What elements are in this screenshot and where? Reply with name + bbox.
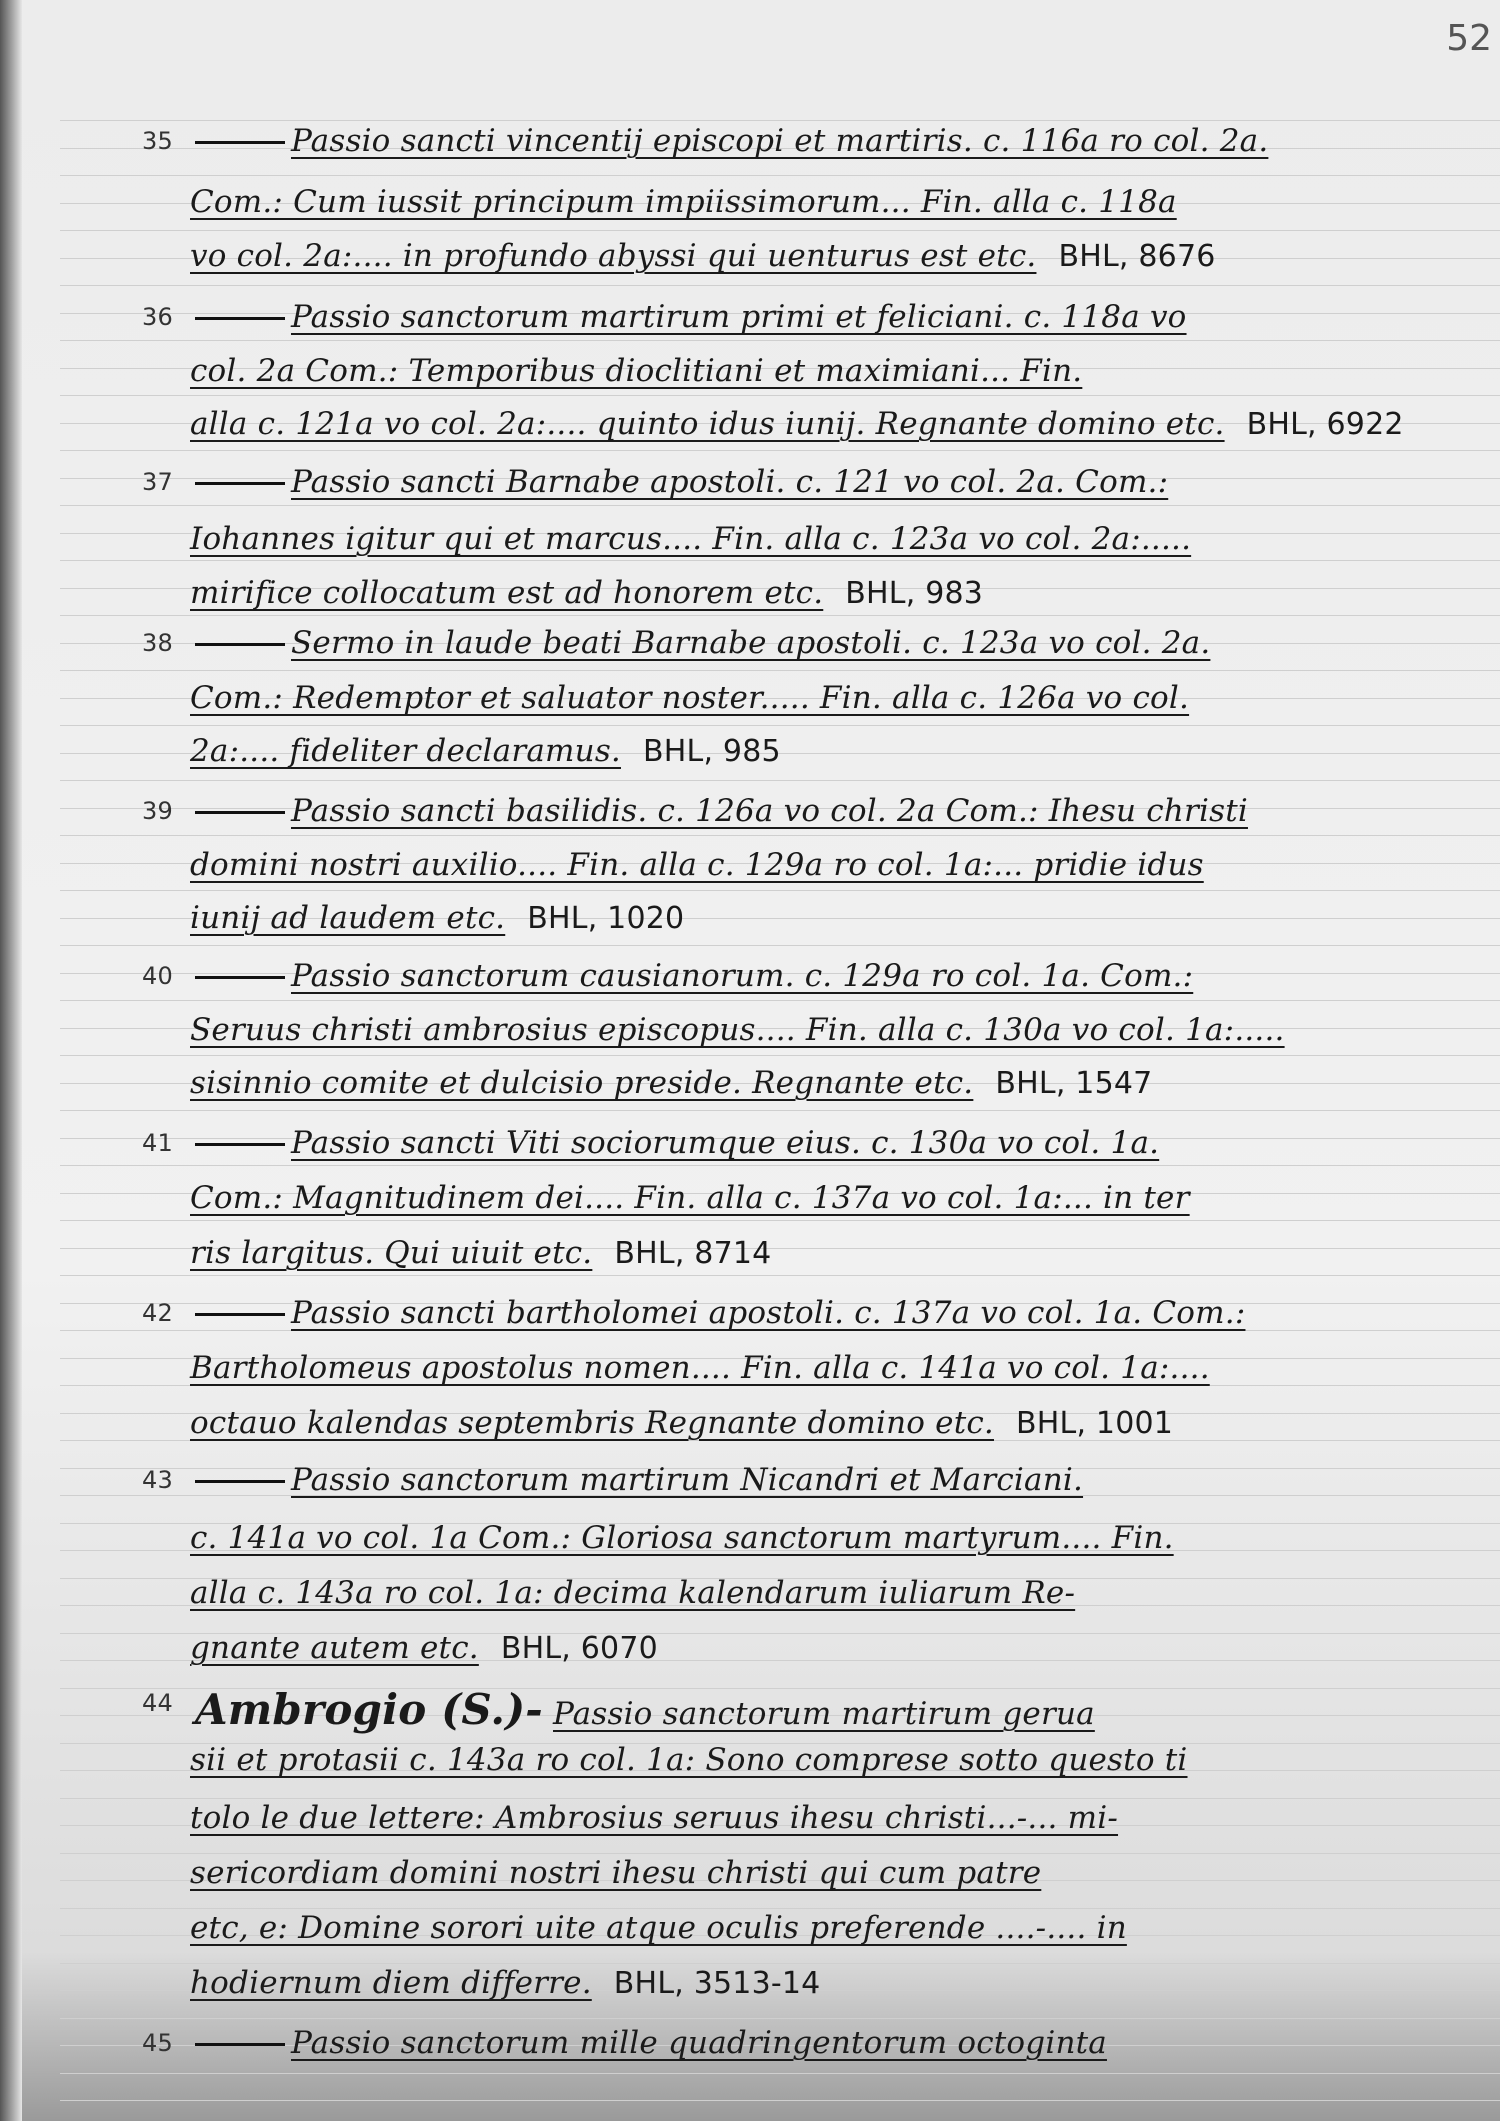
- entry-continuation-line: [190, 1855, 1350, 1905]
- entry-text: Passio sancti bartholomei apostoli. c. 137a vo col. 1a. Com.:: [291, 1295, 1246, 1331]
- entry-text: Passio sancti basilidis. c. 126a vo col. 2a Com.: Ihesu christi: [291, 793, 1248, 829]
- entry-dash: [195, 976, 285, 979]
- bhl-reference: BHL, 1020: [527, 901, 685, 936]
- ruled-line: [60, 175, 1500, 176]
- entry-continuation-line: [190, 1180, 1350, 1230]
- entry-text: col. 2a Com.: Temporibus dioclitiani et maximiani... Fin.: [190, 353, 1083, 389]
- entry-text: Seruus christi ambrosius episcopus.... Fin. alla c. 130a vo col. 1a:.....: [190, 1012, 1285, 1048]
- entry-continuation-line: [190, 575, 1350, 625]
- entry-continuation-line: [190, 1630, 1350, 1680]
- entry-text: sericordiam domini nostri ihesu christi qui cum patre: [190, 1855, 1042, 1891]
- entry-text: Iohannes igitur qui et marcus.... Fin. alla c. 123a vo col. 2a:.....: [190, 521, 1192, 557]
- entry-text: iunij ad laudem etc.: [190, 900, 506, 936]
- bhl-reference: BHL, 3513-14: [613, 1966, 821, 2001]
- entry-text: Passio sancti Viti sociorumque eius. c. 130a vo col. 1a.: [291, 1125, 1160, 1161]
- entry-text: 2a:.... fideliter declaramus.: [190, 733, 621, 769]
- entry-continuation-line: [190, 680, 1350, 730]
- entry-text: Bartholomeus apostolus nomen.... Fin. alla c. 141a vo col. 1a:....: [190, 1350, 1210, 1386]
- ruled-line: [60, 1798, 1500, 1799]
- page-binding-edge: [0, 0, 22, 2121]
- entry-continuation-line: [190, 1800, 1350, 1850]
- entry-text: gnante autem etc.: [190, 1630, 479, 1666]
- entry-first-line: [142, 464, 1310, 514]
- entry-first-line: [142, 958, 1310, 1008]
- entry-text: Com.: Magnitudinem dei.... Fin. alla c. 137a vo col. 1a:... in ter: [190, 1180, 1190, 1216]
- entry-first-line: [142, 1295, 1310, 1345]
- entry-text: hodiernum diem differre.: [190, 1965, 592, 2001]
- entry-text: octauo kalendas septembris Regnante domino etc.: [190, 1405, 994, 1441]
- entry-number: 43: [142, 1466, 173, 1494]
- entry-first-line: [142, 1462, 1310, 1512]
- entry-continuation-line: [190, 847, 1350, 897]
- entry-text: Com.: Redemptor et saluator noster..... Fin. alla c. 126a vo col.: [190, 680, 1190, 716]
- page-number: 52: [1446, 18, 1492, 59]
- entry-continuation-line: [190, 353, 1350, 403]
- entry-first-line: [142, 1125, 1310, 1175]
- entry-continuation-line: [190, 1910, 1350, 1960]
- ruled-line: [60, 2100, 1500, 2101]
- entry-text: Passio sancti Barnabe apostoli. c. 121 vo col. 2a. Com.:: [291, 464, 1169, 500]
- entry-dash: [195, 811, 285, 814]
- entry-number: 40: [142, 962, 173, 990]
- entry-continuation-line: [190, 1742, 1350, 1792]
- entry-number: 37: [142, 468, 173, 496]
- entry-first-line: [142, 1685, 1310, 1735]
- ruled-line: [60, 2018, 1500, 2019]
- entry-continuation-line: [190, 1235, 1350, 1285]
- entry-text: Passio sancti vincentij episcopi et martiris. c. 116a ro col. 2a.: [291, 123, 1269, 159]
- entry-text: vo col. 2a:.... in profundo abyssi qui uenturus est etc.: [190, 238, 1037, 274]
- entry-continuation-line: [190, 733, 1350, 783]
- ruled-line: [60, 1908, 1500, 1909]
- entry-continuation-line: [190, 1520, 1350, 1570]
- entry-text: alla c. 143a ro col. 1a: decima kalendarum iuliarum Re-: [190, 1575, 1076, 1611]
- entry-first-line: [142, 123, 1310, 173]
- entry-continuation-line: [190, 184, 1350, 234]
- entry-continuation-line: [190, 1065, 1350, 1115]
- bhl-reference: BHL, 8714: [614, 1236, 772, 1271]
- entry-heading: Ambrogio (S.)-: [195, 1685, 543, 1734]
- bhl-reference: BHL, 8676: [1058, 239, 1216, 274]
- entry-number: 39: [142, 797, 173, 825]
- entry-number: 36: [142, 303, 173, 331]
- entry-first-line: [142, 793, 1310, 843]
- entry-continuation-line: [190, 1965, 1350, 2015]
- entry-text: c. 141a vo col. 1a Com.: Gloriosa sanctorum martyrum.... Fin.: [190, 1520, 1174, 1556]
- bhl-reference: BHL, 1001: [1016, 1406, 1174, 1441]
- bhl-reference: BHL, 1547: [995, 1066, 1153, 1101]
- entry-continuation-line: [190, 406, 1404, 456]
- entry-text: Passio sanctorum mille quadringentorum octoginta: [291, 2025, 1107, 2061]
- entry-text: Passio sanctorum martirum Nicandri et Marciani.: [291, 1462, 1084, 1498]
- ruled-line: [60, 1963, 1500, 1964]
- entry-dash: [195, 643, 285, 646]
- entry-number: 38: [142, 629, 173, 657]
- bhl-reference: BHL, 985: [642, 734, 781, 769]
- entry-continuation-line: [190, 1405, 1350, 1455]
- ruled-line: [60, 120, 1500, 121]
- bhl-reference: BHL, 6070: [500, 1631, 658, 1666]
- entry-dash: [195, 482, 285, 485]
- entry-text: tolo le due lettere: Ambrosius seruus ihesu christi...-... mi-: [190, 1800, 1119, 1836]
- entry-first-line: [142, 299, 1310, 349]
- entry-text: etc, e: Domine sorori uite atque oculis preferende ....-.... in: [190, 1910, 1127, 1946]
- entry-continuation-line: [190, 1012, 1350, 1062]
- entry-dash: [195, 2043, 285, 2046]
- entry-dash: [195, 317, 285, 320]
- entry-number: 42: [142, 1299, 173, 1327]
- entry-text: Passio sanctorum martirum gerua: [553, 1696, 1095, 1732]
- entry-number: 35: [142, 127, 173, 155]
- entry-number: 41: [142, 1129, 173, 1157]
- entry-first-line: [142, 2025, 1310, 2075]
- entry-dash: [195, 1480, 285, 1483]
- entry-first-line: [142, 625, 1310, 675]
- entry-text: sii et protasii c. 143a ro col. 1a: Sono comprese sotto questo ti: [190, 1742, 1188, 1778]
- entry-text: Sermo in laude beati Barnabe apostoli. c. 123a vo col. 2a.: [291, 625, 1211, 661]
- entry-text: Passio sanctorum causianorum. c. 129a ro col. 1a. Com.:: [291, 958, 1194, 994]
- ruled-line: [60, 1853, 1500, 1854]
- entry-continuation-line: [190, 238, 1350, 288]
- entry-continuation-line: [190, 521, 1350, 571]
- entry-dash: [195, 1143, 285, 1146]
- entry-continuation-line: [190, 1350, 1350, 1400]
- entry-text: Com.: Cum iussit principum impiissimorum... Fin. alla c. 118a: [190, 184, 1177, 220]
- bhl-reference: BHL, 983: [845, 576, 984, 611]
- entry-number: 45: [142, 2029, 173, 2057]
- entry-text: sisinnio comite et dulcisio preside. Regnante etc.: [190, 1065, 974, 1101]
- entry-text: ris largitus. Qui uiuit etc.: [190, 1235, 593, 1271]
- entry-text: Passio sanctorum martirum primi et feliciani. c. 118a vo: [291, 299, 1187, 335]
- bhl-reference: BHL, 6922: [1246, 407, 1404, 442]
- entry-dash: [195, 141, 285, 144]
- entry-number: 44: [142, 1689, 173, 1717]
- entry-dash: [195, 1313, 285, 1316]
- entry-text: alla c. 121a vo col. 2a:.... quinto idus iunij. Regnante domino etc.: [190, 406, 1225, 442]
- entry-continuation-line: [190, 900, 1350, 950]
- entry-text: mirifice collocatum est ad honorem etc.: [190, 575, 824, 611]
- entry-continuation-line: [190, 1575, 1350, 1625]
- entry-text: domini nostri auxilio.... Fin. alla c. 129a ro col. 1a:... pridie idus: [190, 847, 1204, 883]
